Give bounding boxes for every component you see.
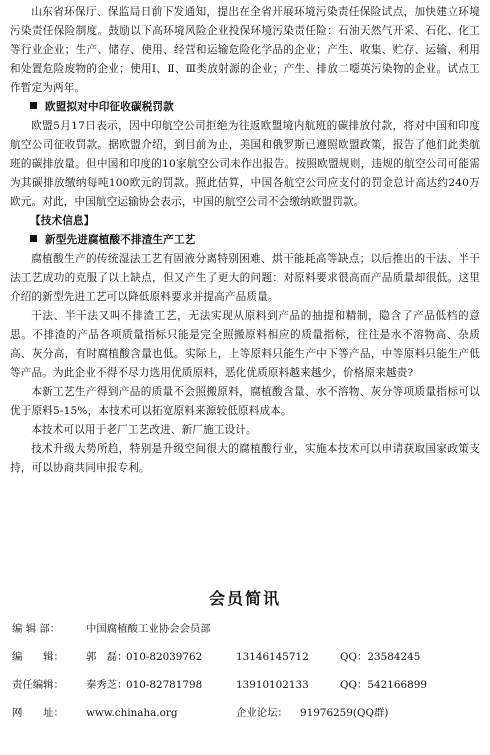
editor-mobile: 13146145712 — [236, 651, 309, 663]
website-label: 网 址： — [12, 707, 64, 719]
responsible-editor-mobile: 13910102133 — [236, 679, 309, 691]
footer-row-website — [12, 699, 482, 727]
website-link[interactable]: www.chinaha.org — [86, 707, 178, 719]
editor-qq: QQ：23584245 — [340, 651, 421, 663]
member-news-title: 会员简讯 — [208, 589, 281, 608]
paragraph-humic-3: 本新工艺生产得到产品的质量不会照搬原料，腐植酸含量、水不溶物、灰分等项质量指标可以优于原料5-15%，本技术可以拓宽原料来源较低原料成本。 — [10, 386, 480, 417]
forum-label: 企业论坛： — [236, 707, 288, 719]
paragraph-humic-2: 干法、半干法又叫不排渣工艺，无法实现从原料到产品的抽提和精制，隐含了产品低档的意思。不排渣的产品各项质量指标只能是完全照搬原料相应的质量指标，往往是水不溶物高、杂质高、灰分高，有时腐植酸含量也低。实际上，上等原料只能生产中下等产品，中等原料只能生产低等产品。为此企业不得不尽力选用优质原料，恶化优质原料越来越少，价格原来越贵? — [10, 310, 480, 379]
footer-row-responsible-editor — [12, 671, 482, 699]
responsible-editor-label: 责任编辑： — [12, 679, 64, 691]
tech-info-tag: 【技术信息】 — [30, 215, 95, 227]
section-heading-humic-process — [10, 231, 480, 250]
editorial-dept-value: 中国腐植酸工业协会会员部 — [86, 623, 211, 635]
section-heading-eu-carbon-text: 欧盟拟对中印征收碳税罚款 — [45, 101, 174, 113]
masthead-footer — [12, 615, 482, 727]
paragraph-humic-1: 腐植酸生产的传统湿法工艺有固液分离特别困难、烘干能耗高等缺点；以后推出的干法、半干法工艺成功的克服了以上缺点，但又产生了更大的问题：对原料要求很高而产品质量却很低。这里介绍的新型先进工艺可以降低原料要求并提高产品质量。 — [10, 253, 480, 303]
footer-row-editorial-dept — [12, 615, 482, 643]
forum-value: 91976259(QQ群) — [300, 707, 389, 719]
bullet-square-icon — [30, 235, 37, 242]
editor-label: 编 辑： — [12, 651, 64, 663]
footer-row-editor — [12, 643, 482, 671]
article-body — [10, 3, 480, 478]
paragraph-humic-5: 技术升级大势所趋，特别是升级空间很大的腐植酸行业，实施本技术可以申请获取国家政策支持，可以协商共同申报专利。 — [10, 443, 480, 474]
responsible-editor-qq: QQ：542166899 — [340, 679, 427, 691]
paragraph-humic-4: 本技术可以用于老厂工艺改进、新厂施工设计。 — [31, 424, 257, 436]
responsible-editor-name: 秦秀芝： — [86, 679, 128, 691]
editorial-dept-label: 编 辑 部： — [12, 623, 61, 635]
paragraph-eu-carbon: 欧盟5月17日表示，因中印航空公司拒绝为往返欧盟境内航班的碳排放付款，将对中国和印度航空公司征收罚款。据欧盟介绍，到目前为止，美国和俄罗斯已遵照欧盟政策，报告了他们此类航班的碳排放量。但中国和印度的10家航空公司未作出报告。按照欧盟规则，违规的航空公司可能需为其碳排放缴纳每吨100欧元的罚款。照此估算，中国各航空公司应支付的罚金总计高达约240万欧元。对此，中国航空运输协会表示，中国的航空公司不会缴纳欧盟罚款。 — [10, 120, 480, 208]
responsible-editor-phone: 010-82781798 — [126, 679, 203, 691]
editor-name: 郭 磊： — [86, 651, 128, 663]
section-heading-humic-process-text: 新型先进腐植酸不排渣生产工艺 — [45, 234, 196, 246]
editor-phone: 010-82039762 — [126, 651, 203, 663]
bullet-square-icon — [30, 102, 37, 109]
section-heading-eu-carbon — [10, 98, 480, 117]
paragraph-insurance-pilot: 山东省环保厅、保监局日前下发通知，提出在全省开展环境污染责任保险试点，加快建立环境污染责任保险制度。鼓励以下高环境风险企业投保环境污染责任险：石油天然气开采、石化、化工等行业企业；生产、储存、使用、经营和运输危险化学品的企业；产生、收集、贮存、运输、利用和处置危险废物的企业；使用Ⅰ、Ⅱ、Ⅲ类放射源的企业；产生、排放二噁英污染物的企业。试点工作暂定为两年。 — [10, 6, 480, 94]
